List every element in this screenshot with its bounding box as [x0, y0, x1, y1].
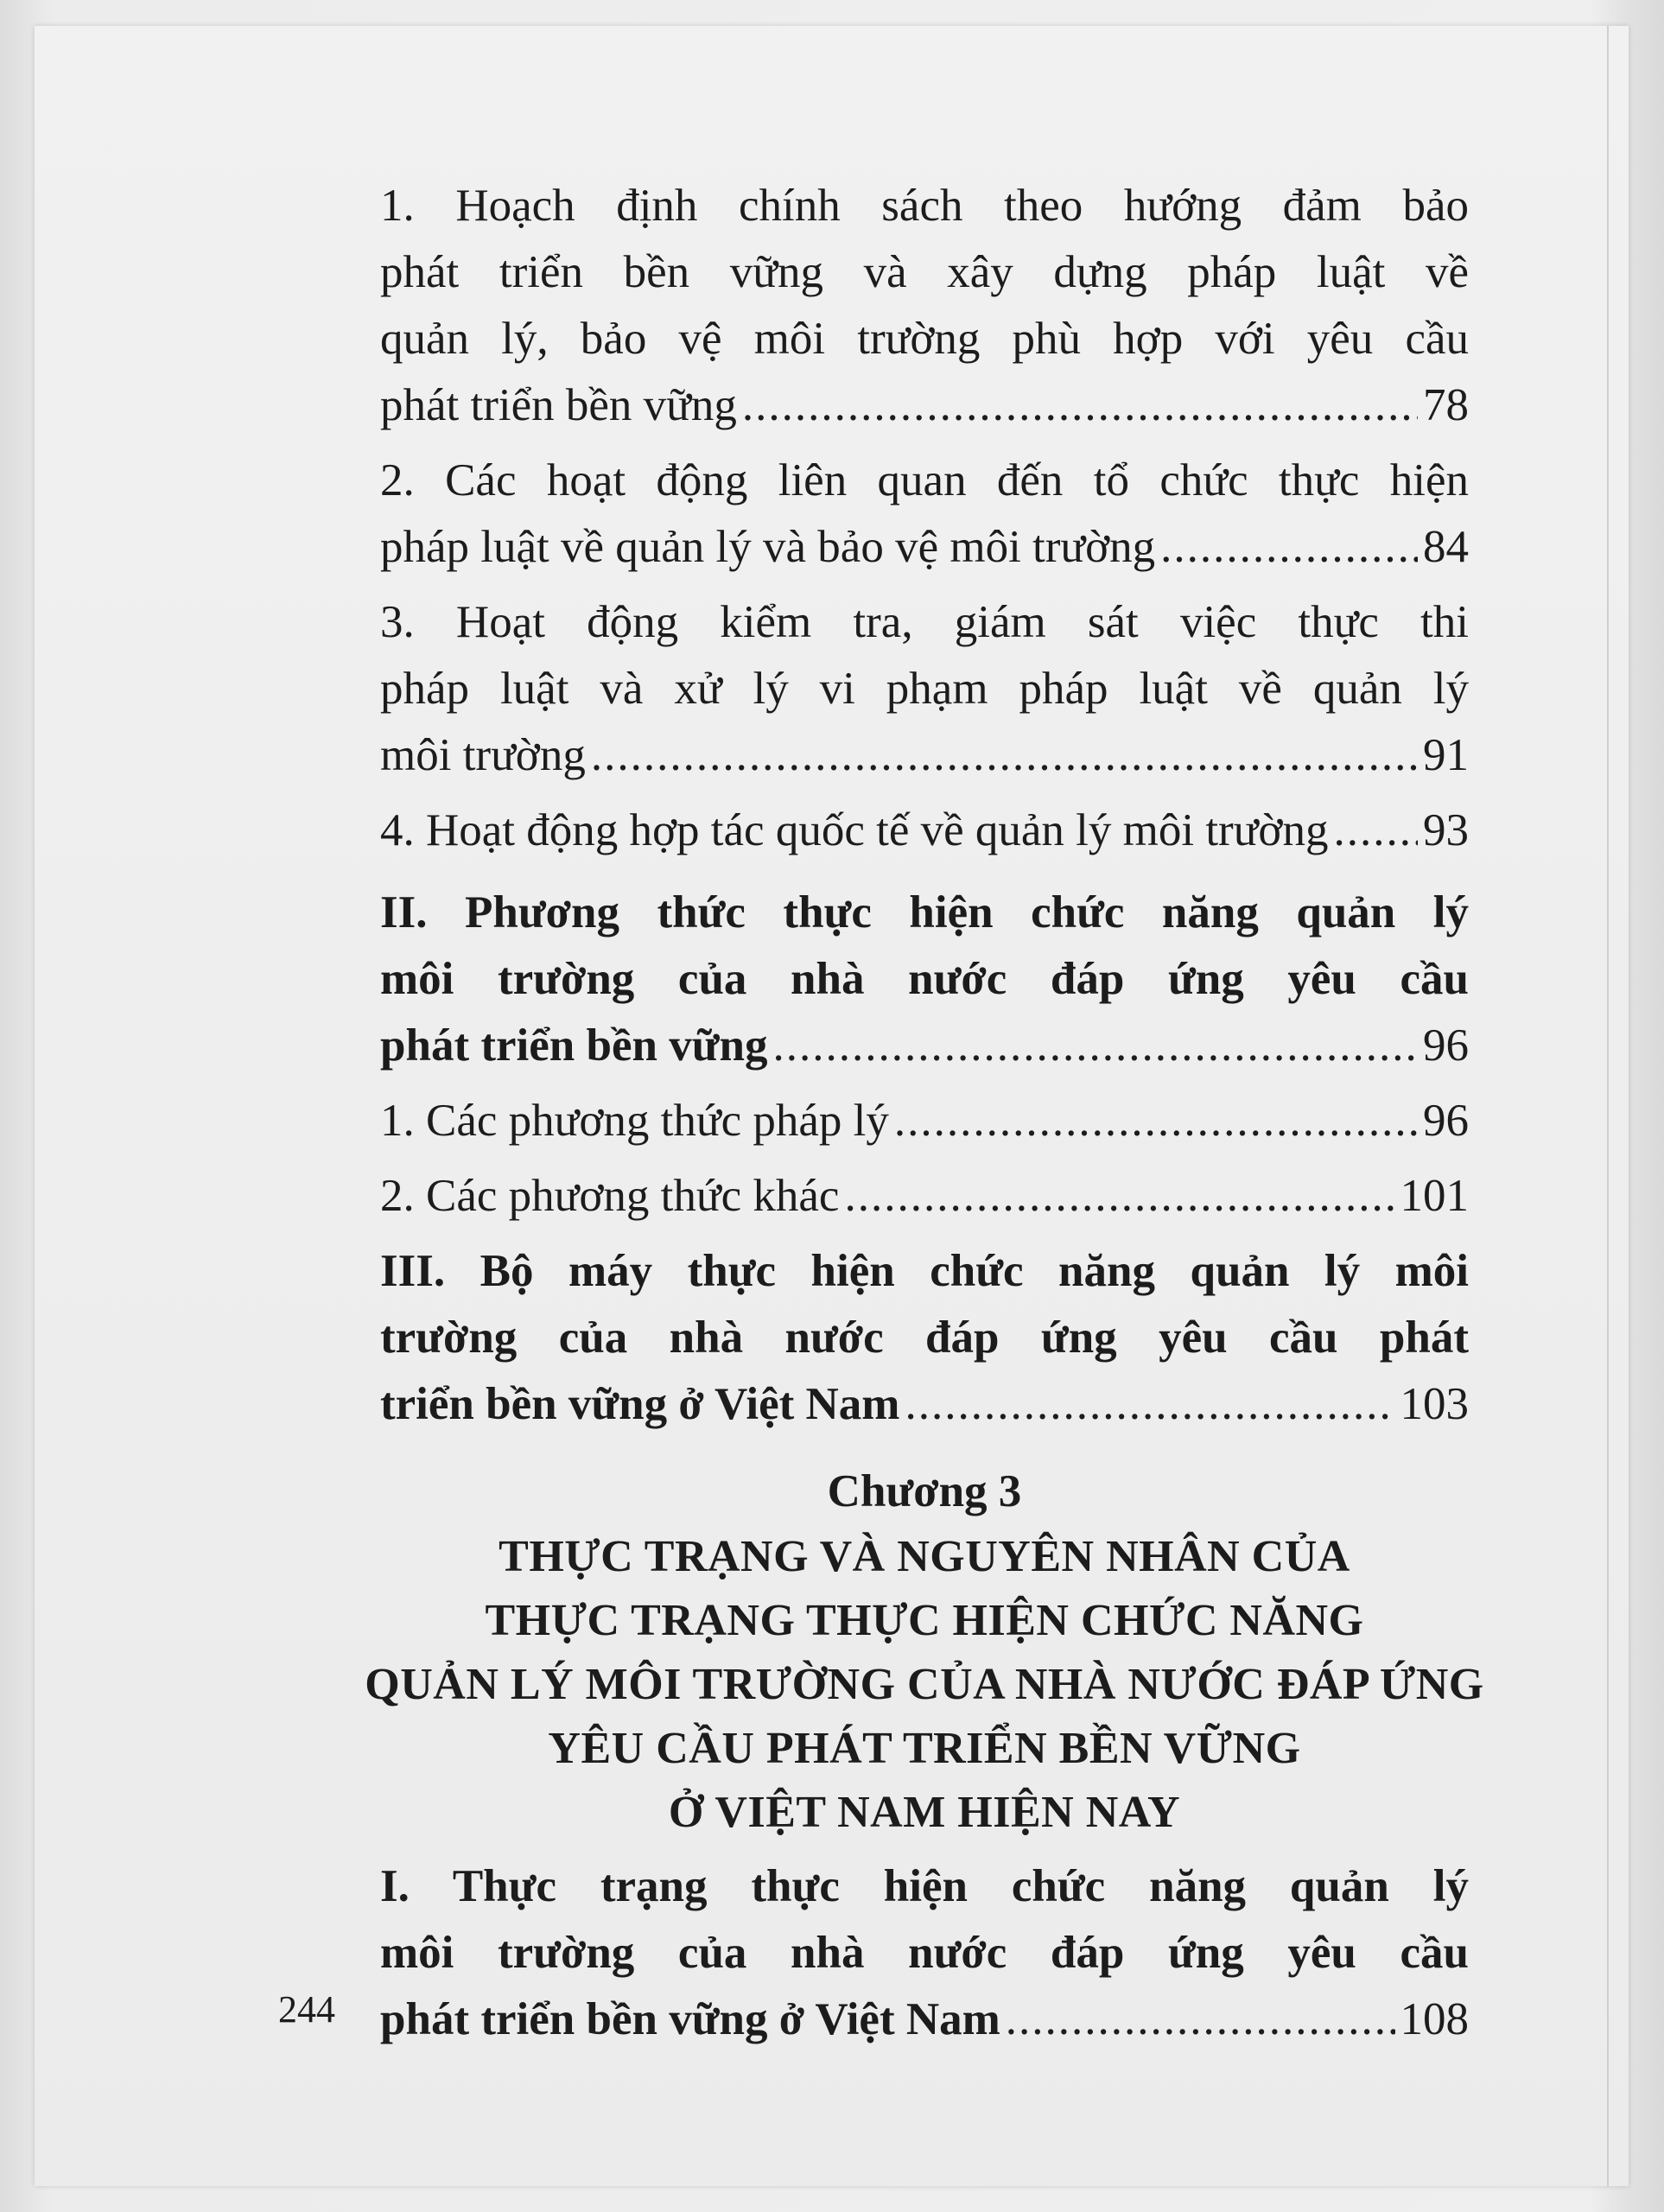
toc-line: 1. Hoạch định chính sách theo hướng đảm bảo: [380, 181, 1469, 231]
dot-leader: [894, 1088, 1418, 1154]
chapter-title-line: YÊU CẦU PHÁT TRIỂN BỀN VỮNG: [548, 1724, 1301, 1773]
toc-line: phát triển bền vững và xây dựng pháp luật về: [380, 247, 1469, 297]
chapter-title-line: THỰC TRẠNG THỰC HIỆN CHỨC NĂNG: [485, 1596, 1364, 1645]
toc-line: phát triển bền vững ở Việt Nam: [380, 1994, 1000, 2044]
chapter-title-line: QUẢN LÝ MÔI TRƯỜNG CỦA NHÀ NƯỚC ĐÁP ỨNG: [365, 1660, 1484, 1709]
page-folio-number: 244: [278, 1988, 335, 2031]
toc-page-number: 78: [1423, 380, 1469, 430]
toc-entry-1-1: [380, 173, 1469, 439]
toc-last-line: [380, 1163, 1469, 1230]
toc-entry-2-1: [380, 1088, 1469, 1154]
toc-section-3: [380, 1238, 1469, 1438]
dot-leader: [1160, 514, 1418, 581]
toc-line: 1. Các phương thức pháp lý: [380, 1096, 889, 1146]
toc-section-2: [380, 880, 1469, 1079]
toc-page-number: 96: [1423, 1096, 1469, 1146]
toc-last-line: [380, 798, 1469, 864]
toc-last-line: [380, 1371, 1469, 1438]
dot-leader: [773, 1013, 1418, 1079]
dot-leader: [844, 1163, 1394, 1230]
toc-page-number: 108: [1400, 1994, 1469, 2044]
toc-line: II. Phương thức thực hiện chức năng quản lý: [380, 887, 1469, 938]
toc-last-line: [380, 722, 1469, 789]
toc-line: môi trường: [380, 730, 586, 780]
dot-leader: [1006, 1986, 1395, 2053]
toc-line: trường của nhà nước đáp ứng yêu cầu phát: [380, 1313, 1469, 1363]
toc-line: phát triển bền vững: [380, 1020, 768, 1071]
toc-line: phát triển bền vững: [380, 380, 737, 430]
toc-line: quản lý, bảo vệ môi trường phù hợp với yêu cầu: [380, 314, 1469, 364]
toc-line: III. Bộ máy thực hiện chức năng quản lý môi: [380, 1246, 1469, 1296]
toc-line: 2. Các phương thức khác: [380, 1171, 840, 1221]
toc-line: 2. Các hoạt động liên quan đến tổ chức thực hiện: [380, 455, 1469, 505]
chapter-title-line: THỰC TRẠNG VÀ NGUYÊN NHÂN CỦA: [499, 1532, 1350, 1581]
toc-chapter3-section-1: [380, 1853, 1469, 2053]
dot-leader: [1333, 798, 1418, 864]
dot-leader: [742, 372, 1418, 439]
toc-page-number: 103: [1400, 1379, 1469, 1429]
toc-last-line: [380, 1013, 1469, 1079]
toc-last-line: [380, 1986, 1469, 2053]
toc-line: I. Thực trạng thực hiện chức năng quản lý: [380, 1861, 1469, 1911]
chapter-title-line: Ở VIỆT NAM HIỆN NAY: [668, 1788, 1181, 1837]
toc-last-line: [380, 372, 1469, 439]
chapter-title: [285, 1525, 1564, 1845]
toc-page-number: 84: [1423, 522, 1469, 572]
toc-last-line: [380, 1088, 1469, 1154]
toc-page-number: 93: [1423, 805, 1469, 855]
table-of-contents: [365, 173, 1484, 2053]
toc-entry-1-2: [380, 448, 1469, 581]
toc-line: 3. Hoạt động kiểm tra, giám sát việc thực thi: [380, 597, 1469, 647]
toc-line: 4. Hoạt động hợp tác quốc tế về quản lý môi trường: [380, 805, 1329, 855]
toc-page-number: 96: [1423, 1020, 1469, 1071]
toc-line: pháp luật về quản lý và bảo vệ môi trường: [380, 522, 1156, 572]
toc-line: triển bền vững ở Việt Nam: [380, 1379, 900, 1429]
toc-entry-1-3: [380, 589, 1469, 789]
toc-entry-2-2: [380, 1163, 1469, 1230]
toc-page-number: 101: [1400, 1171, 1469, 1221]
toc-entry-1-4: [380, 798, 1469, 864]
chapter-label: Chương 3: [827, 1466, 1022, 1516]
toc-last-line: [380, 514, 1469, 581]
toc-line: môi trường của nhà nước đáp ứng yêu cầu: [380, 1928, 1469, 1978]
page-edge: [1607, 26, 1609, 2186]
toc-line: pháp luật và xử lý vi phạm pháp luật về quản lý: [380, 664, 1469, 714]
toc-line: môi trường của nhà nước đáp ứng yêu cầu: [380, 954, 1469, 1004]
toc-page-number: 91: [1423, 730, 1469, 780]
dot-leader: [591, 722, 1418, 789]
dot-leader: [905, 1371, 1394, 1438]
